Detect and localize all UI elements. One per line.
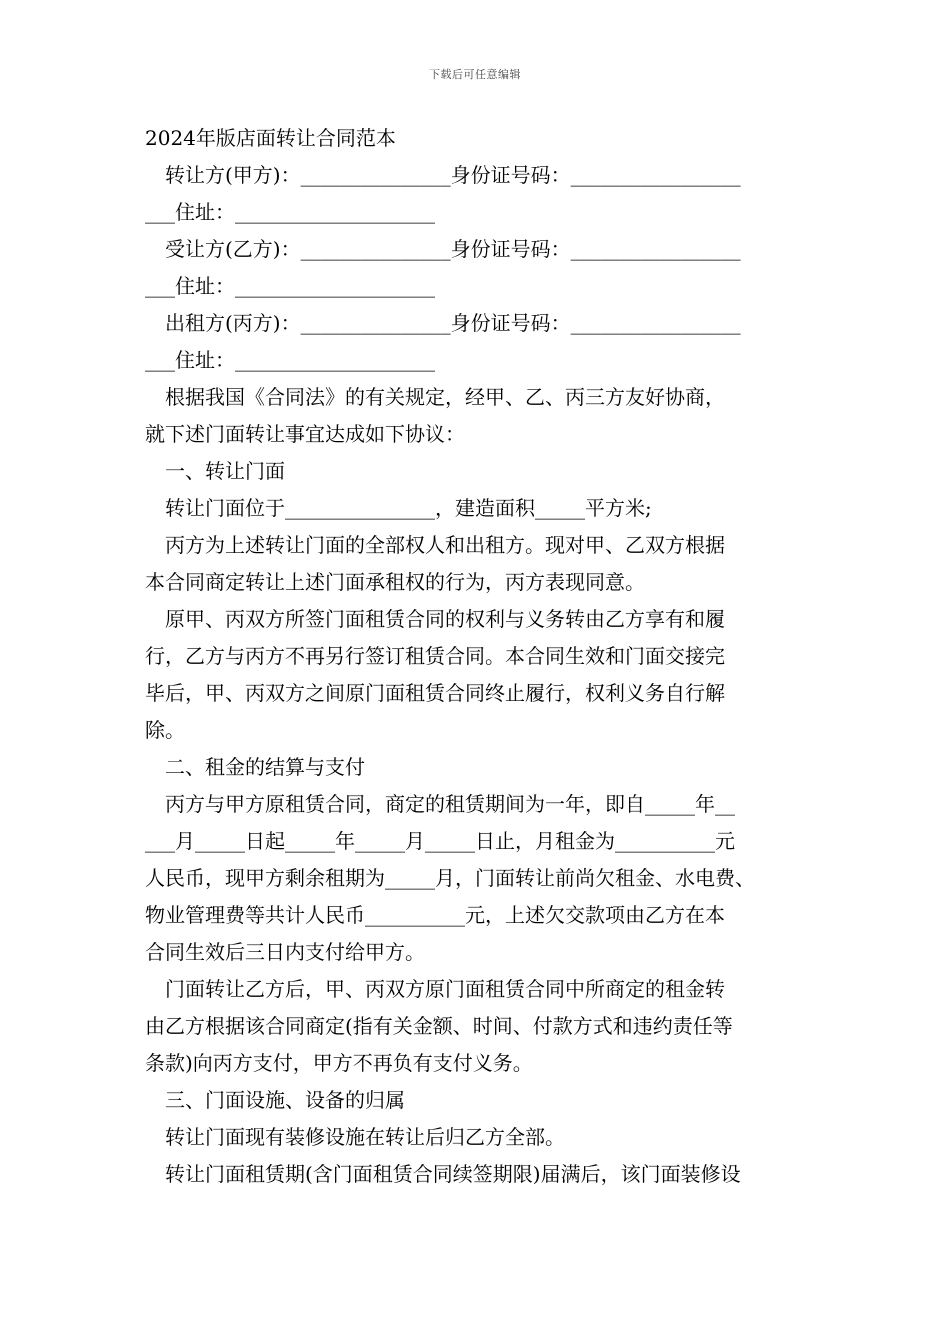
paragraph-line: 丙方为上述转让门面的全部权人和出租方。现对甲、乙双方根据 xyxy=(165,533,725,557)
paragraph-line: 由乙方根据该合同商定(指有关金额、时间、付款方式和违约责任等 xyxy=(145,1014,733,1038)
paragraph-line: 本合同商定转让上述门面承租权的行为，丙方表现同意。 xyxy=(145,570,645,594)
party-c-line: 出租方(丙方)：_______________身份证号码：_________________ xyxy=(165,311,741,335)
party-a-address-line: ___住址：____________________ xyxy=(145,200,435,224)
section-heading: 二、租金的结算与支付 xyxy=(165,755,365,779)
paragraph-line: 丙方与甲方原租赁合同，商定的租赁期间为一年，即自_____年__ xyxy=(165,792,735,816)
section-heading: 三、门面设施、设备的归属 xyxy=(165,1088,405,1112)
paragraph-line: 根据我国《合同法》的有关规定，经甲、乙、丙三方友好协商， xyxy=(165,385,725,409)
paragraph-line: 除。 xyxy=(145,718,185,742)
paragraph-line: 毕后，甲、丙双方之间原门面租赁合同终止履行，权利义务自行解 xyxy=(145,681,725,705)
paragraph-line: 物业管理费等共计人民币__________元，上述欠交款项由乙方在本 xyxy=(145,903,725,927)
paragraph-line: 原甲、丙双方所签门面租赁合同的权利与义务转由乙方享有和履 xyxy=(165,607,725,631)
party-b-address-line: ___住址：____________________ xyxy=(145,274,435,298)
paragraph-line: 条款)向丙方支付，甲方不再负有支付义务。 xyxy=(145,1051,533,1075)
party-b-line: 受让方(乙方)：_______________身份证号码：_________________ xyxy=(165,237,741,261)
party-a-line: 转让方(甲方)：_______________身份证号码：_________________ xyxy=(165,163,741,187)
paragraph-line: 合同生效后三日内支付给甲方。 xyxy=(145,940,425,964)
document-title: 2024年版店面转让合同范本 xyxy=(145,126,396,150)
paragraph-line: ___月_____日起_____年_____月_____日止，月租金为__________元 xyxy=(145,829,735,853)
document-body xyxy=(145,120,810,1193)
party-c-address-line: ___住址：____________________ xyxy=(145,348,435,372)
paragraph-line: 门面转让乙方后，甲、丙双方原门面租赁合同中所商定的租金转 xyxy=(165,977,725,1001)
section-heading: 一、转让门面 xyxy=(165,459,285,483)
paragraph-line: 人民币，现甲方剩余租期为_____月，门面转让前尚欠租金、水电费、 xyxy=(145,866,755,890)
header-note: 下载后可任意编辑 xyxy=(429,68,521,81)
paragraph-line: 转让门面位于_______________，建造面积_____平方米; xyxy=(165,496,652,520)
paragraph-line: 转让门面现有装修设施在转让后归乙方全部。 xyxy=(165,1125,565,1149)
paragraph-line: 转让门面租赁期(含门面租赁合同续签期限)届满后，该门面装修设 xyxy=(165,1162,741,1186)
paragraph-line: 行，乙方与丙方不再另行签订租赁合同。本合同生效和门面交接完 xyxy=(145,644,725,668)
paragraph-line: 就下述门面转让事宜达成如下协议： xyxy=(145,422,465,446)
